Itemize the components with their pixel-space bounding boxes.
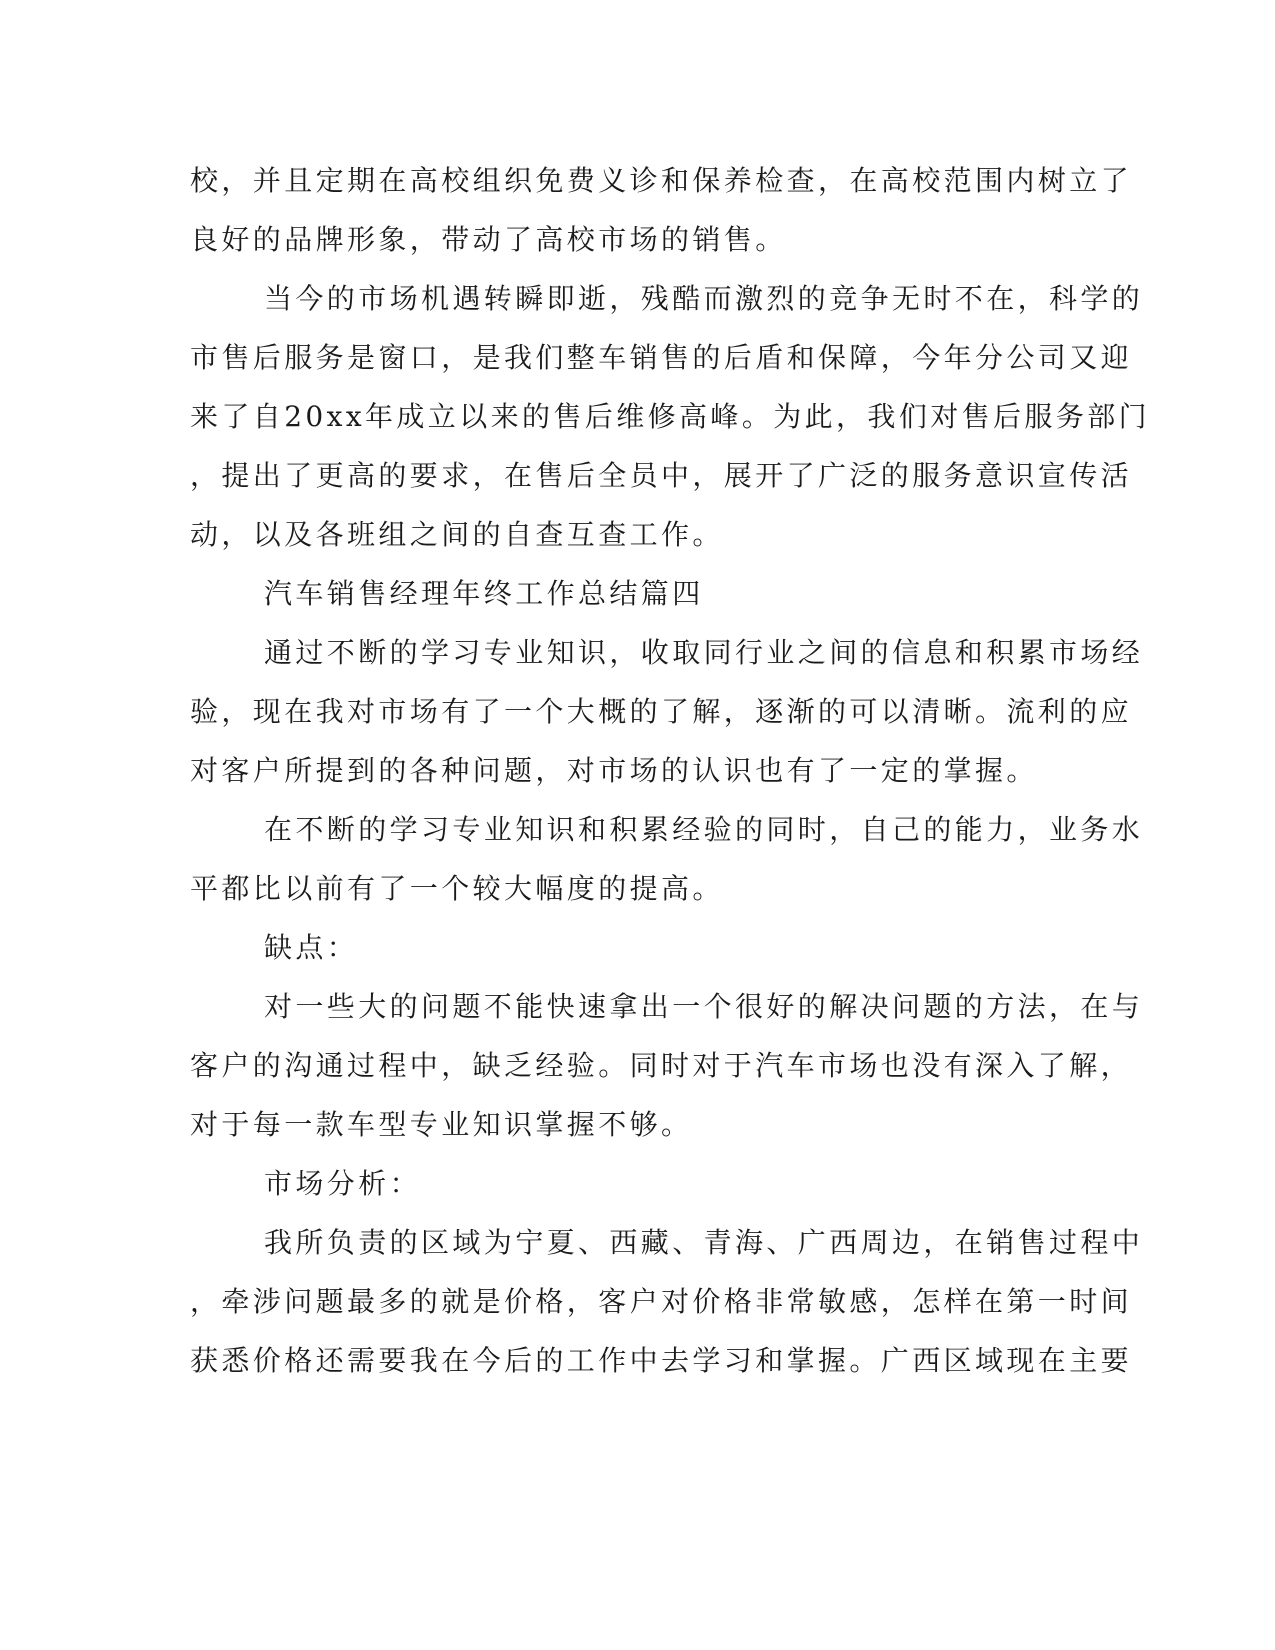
text-line: ，牵涉问题最多的就是价格，客户对价格非常敏感，怎样在第一时间 bbox=[190, 1285, 1133, 1318]
text-line: 市售后服务是窗口，是我们整车销售的后盾和保障，今年分公司又迎 bbox=[190, 341, 1133, 374]
text-line: ，提出了更高的要求，在售后全员中，展开了广泛的服务意识宣传活 bbox=[190, 459, 1133, 492]
text-line: 对客户所提到的各种问题，对市场的认识也有了一定的掌握。 bbox=[190, 754, 1038, 787]
paragraph-start: 通过不断的学习专业知识，收取同行业之间的信息和积累市场经 bbox=[264, 636, 1144, 669]
paragraph-start: 当今的市场机遇转瞬即逝，残酷而激烈的竞争无时不在，科学的 bbox=[264, 282, 1144, 315]
section-heading: 汽车销售经理年终工作总结篇四 bbox=[264, 577, 704, 610]
text-line: 来了自20xx年成立以来的售后维修高峰。为此，我们对售后服务部门 bbox=[190, 400, 1151, 433]
paragraph-start: 对一些大的问题不能快速拿出一个很好的解决问题的方法，在与 bbox=[264, 990, 1144, 1023]
text-line: 校，并且定期在高校组织免费义诊和保养检查，在高校范围内树立了 bbox=[190, 164, 1133, 197]
text-line: 动，以及各班组之间的自查互查工作。 bbox=[190, 518, 724, 551]
text-line: 对于每一款车型专业知识掌握不够。 bbox=[190, 1108, 693, 1141]
subheading: 市场分析： bbox=[264, 1167, 422, 1200]
text-line: 验，现在我对市场有了一个大概的了解，逐渐的可以清晰。流利的应 bbox=[190, 695, 1133, 728]
text-line: 客户的沟通过程中，缺乏经验。同时对于汽车市场也没有深入了解， bbox=[190, 1049, 1133, 1082]
paragraph-start: 在不断的学习专业知识和积累经验的同时，自己的能力，业务水 bbox=[264, 813, 1144, 846]
paragraph-start: 我所负责的区域为宁夏、西藏、青海、广西周边，在销售过程中 bbox=[264, 1226, 1144, 1259]
text-line: 获悉价格还需要我在今后的工作中去学习和掌握。广西区域现在主要 bbox=[190, 1344, 1133, 1377]
text-line: 良好的品牌形象，带动了高校市场的销售。 bbox=[190, 223, 787, 256]
text-line: 平都比以前有了一个较大幅度的提高。 bbox=[190, 872, 724, 905]
subheading: 缺点： bbox=[264, 931, 359, 964]
